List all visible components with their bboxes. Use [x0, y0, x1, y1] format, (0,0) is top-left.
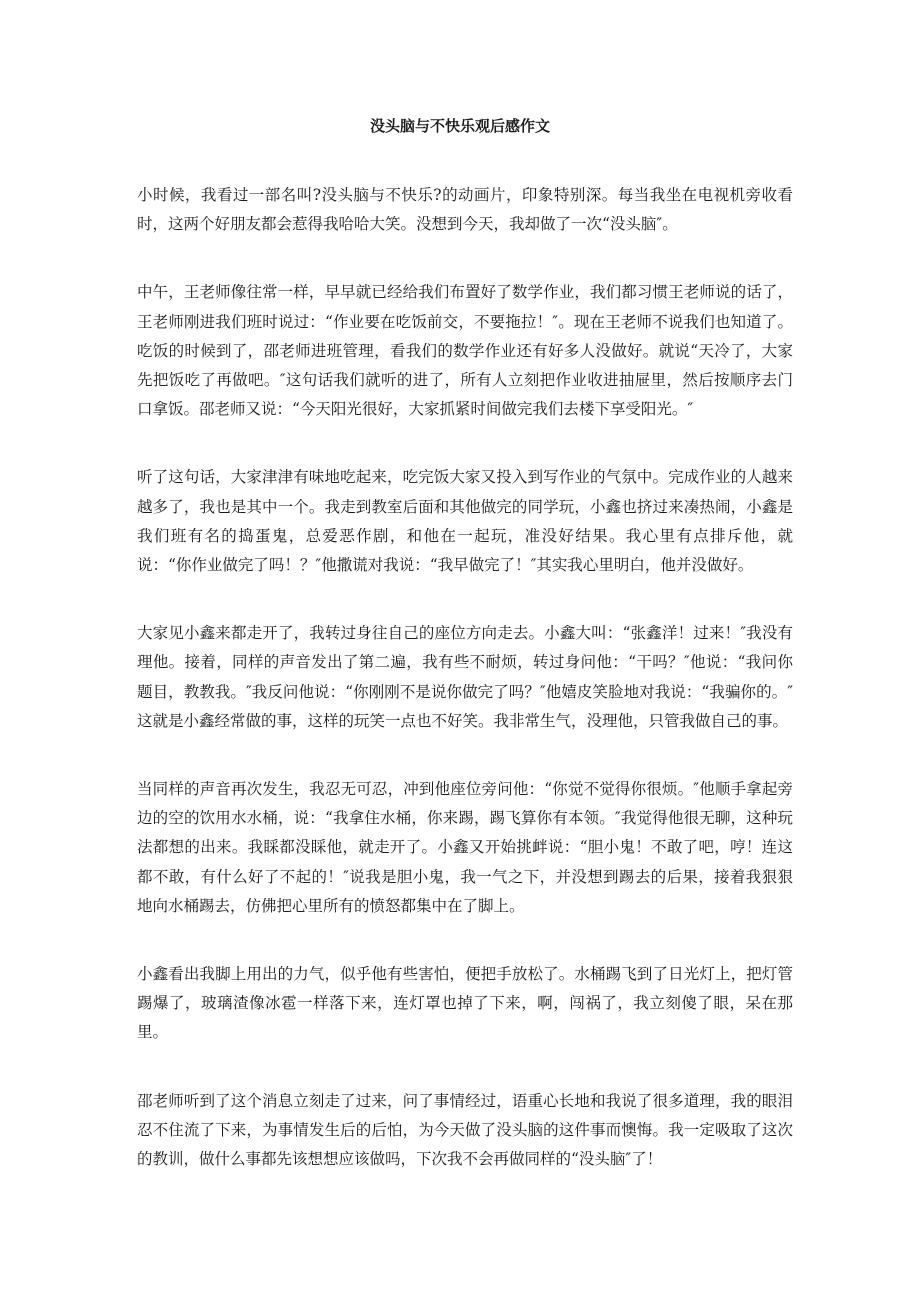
paragraph: 听了这句话，大家津津有味地吃起来，吃完饭大家又投入到写作业的气氛中。完成作业的人越来越多了，我也是其中一个。我走到教室后面和其他做完的同学玩，小鑫也挤过来凑热闹，小鑫是我们班有名的捣蛋鬼，总爱恶作剧，和他在一起玩，准没好结果。我心里有点排斥他，就说：“你作业做完了吗！？″他撒谎对我说：“我早做完了！″其实我心里明白，他并没做好。 — [137, 468, 793, 575]
paragraph: 小鑫看出我脚上用出的力气，似乎他有些害怕，便把手放松了。水桶踢飞到了日光灯上，把灯管踢爆了，玻璃渣像冰雹一样落下来，连灯罩也掉了下来，啊，闯祸了，我立刻傻了眼，呆在那里。 — [137, 965, 793, 1042]
paragraph: 小时候，我看过一部名叫?没头脑与不快乐?的动画片，印象特别深。每当我坐在电视机旁收看时，这两个好朋友都会惹得我哈哈大笑。没想到今天，我却做了一次“没头脑″。 — [137, 186, 793, 234]
paragraph: 邵老师听到了这个消息立刻走了过来，问了事情经过，语重心长地和我说了很多道理，我的眼泪忍不住流了下来，为事情发生后的后怕，为今天做了没头脑的这件事而懊悔。我一定吸取了这次的教训，做什么事都先该想想应该做吗，下次我不会再做同样的“没头脑″了！ — [137, 1091, 793, 1169]
paragraph: 大家见小鑫来都走开了，我转过身往自己的座位方向走去。小鑫大叫：“张鑫洋！过来！″我没有理他。接着，同样的声音发出了第二遍，我有些不耐烦，转过身问他：“干吗？″他说：“我问你题目，教教我。″我反问他说：“你刚刚不是说你做完了吗？″他嬉皮笑脸地对我说：“我骗你的。″这就是小鑫经常做的事，这样的玩笑一点也不好笑。我非常生气，没理他，只管我做自己的事。 — [137, 624, 793, 730]
paragraph: 当同样的声音再次发生，我忍无可忍，冲到他座位旁问他：“你觉不觉得你很烦。″他顺手拿起旁边的空的饮用水水桶，说：“我拿住水桶，你来踢，踢飞算你有本领。″我觉得他很无聊，这种玩法都想的出来。我睬都没睬他，就走开了。小鑫又开始挑衅说：“胆小鬼！不敢了吧，哼！连这都不敢，有什么好了不起的！″说我是胆小鬼，我一气之下，并没想到踢去的后果，接着我狠狠地向水桶踢去，仿佛把心里所有的愤怒都集中在了脚上。 — [137, 780, 793, 915]
document-title: 没头脑与不快乐观后感作文 — [369, 117, 550, 135]
document-body — [137, 181, 793, 1213]
paragraph: 中午，王老师像往常一样，早早就已经给我们布置好了数学作业，我们都习惯王老师说的话了，王老师刚进我们班时说过：“作业要在吃饭前交，不要拖拉！″。现在王老师不说我们也知道了。吃饭的时候到了，邵老师进班管理，看我们的数学作业还有好多人没做好。就说“天冷了，大家先把饭吃了再做吧。″这句话我们就听的进了，所有人立刻把作业收进抽屉里，然后按顺序去门口拿饭。邵老师又说：“今天阳光很好，大家抓紧时间做完我们去楼下享受阳光。″ — [137, 283, 793, 419]
